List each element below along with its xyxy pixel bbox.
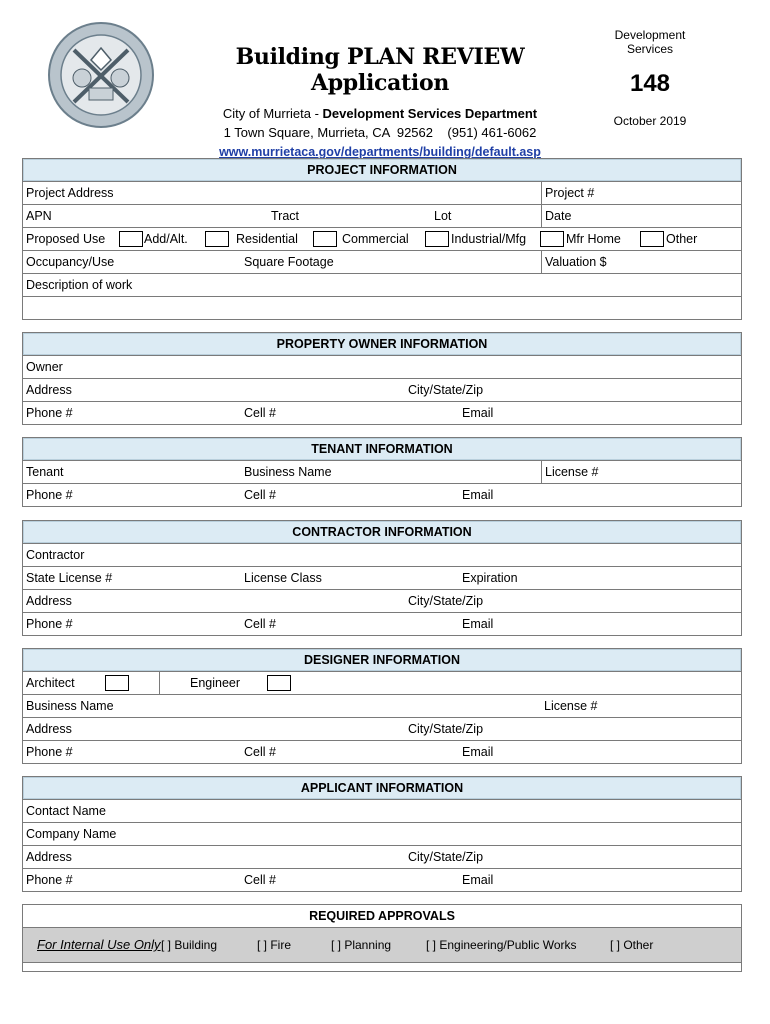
designer-phone-row <box>23 741 741 763</box>
apn-row <box>23 205 741 228</box>
license-class-field[interactable]: License Class <box>244 571 322 585</box>
apn-field[interactable]: APN <box>26 209 52 223</box>
owner-address-field[interactable]: Address <box>26 383 72 397</box>
applicant-cell-field[interactable]: Cell # <box>244 873 276 887</box>
designer-address-field[interactable]: Address <box>26 722 72 736</box>
residential-label: Residential <box>236 232 298 246</box>
industrial-label: Industrial/Mfg <box>451 232 527 246</box>
contractor-address-row <box>23 590 741 613</box>
form-date: October 2019 <box>613 114 687 128</box>
industrial-checkbox[interactable] <box>425 231 449 247</box>
occupancy-row <box>23 251 741 274</box>
expiration-field[interactable]: Expiration <box>462 571 518 585</box>
other-approval-checkbox[interactable]: [ ] Other <box>610 938 654 952</box>
date-field[interactable]: Date <box>541 205 741 227</box>
designer-business-row <box>23 695 741 718</box>
contractor-email-field[interactable]: Email <box>462 617 494 631</box>
project-address-row <box>23 182 741 205</box>
department-url-link[interactable]: www.murrietaca.gov/departments/building/default.asp <box>219 145 541 159</box>
add-alt-label: Add/Alt. <box>144 232 188 246</box>
designer-phone-field[interactable]: Phone # <box>26 745 73 759</box>
other-use-checkbox[interactable] <box>640 231 664 247</box>
tenant-row <box>23 461 741 484</box>
section-heading: REQUIRED APPROVALS <box>23 905 741 928</box>
engineering-approval-checkbox[interactable]: [ ] Engineering/Public Works <box>426 938 577 952</box>
form-id-block <box>600 28 700 128</box>
contractor-phone-field[interactable]: Phone # <box>26 617 73 631</box>
lot-field[interactable]: Lot <box>434 209 452 223</box>
contractor-section <box>22 520 742 636</box>
applicant-section <box>22 776 742 892</box>
designer-city-state-zip-field[interactable]: City/State/Zip <box>408 722 484 736</box>
designer-license-field[interactable]: License # <box>544 699 598 713</box>
valuation-field[interactable]: Valuation $ <box>541 251 741 273</box>
department-line <box>180 104 580 123</box>
form-number: 148 <box>629 70 671 97</box>
owner-email-field[interactable]: Email <box>462 406 494 420</box>
applicant-address-row <box>23 846 741 869</box>
contractor-row <box>23 544 741 567</box>
owner-address-row <box>23 379 741 402</box>
contact-name-field[interactable]: Contact Name <box>26 804 106 818</box>
description-continuation-row[interactable] <box>23 297 741 319</box>
city-seal-logo <box>44 20 159 130</box>
section-heading: PROPERTY OWNER INFORMATION <box>23 333 741 356</box>
project-address-field[interactable]: Project Address <box>26 186 114 200</box>
company-name-row <box>23 823 741 846</box>
owner-phone-row <box>23 402 741 424</box>
company-name-field[interactable]: Company Name <box>26 827 117 841</box>
other-use-label: Other <box>666 232 698 246</box>
applicant-phone-field[interactable]: Phone # <box>26 873 73 887</box>
address-line: 1 Town Square, Murrieta, CA 92562 (951) 461-6062 <box>223 125 537 140</box>
applicant-phone-row <box>23 869 741 891</box>
designer-section <box>22 648 742 764</box>
engineer-checkbox[interactable] <box>267 675 291 691</box>
dept-short-line2: Services <box>626 42 673 56</box>
architect-label: Architect <box>26 676 75 690</box>
project-information-section <box>22 158 742 320</box>
fire-approval-checkbox[interactable]: [ ] Fire <box>257 938 292 952</box>
header-title-block <box>180 44 580 162</box>
approvals-row <box>23 928 741 963</box>
section-heading: PROJECT INFORMATION <box>23 159 741 182</box>
owner-city-state-zip-field[interactable]: City/State/Zip <box>408 383 484 397</box>
section-heading: TENANT INFORMATION <box>23 438 741 461</box>
contractor-license-row <box>23 567 741 590</box>
residential-checkbox[interactable] <box>205 231 229 247</box>
department-name: Development Services Department <box>322 106 538 121</box>
tenant-field[interactable]: Tenant <box>26 465 64 479</box>
add-alt-checkbox[interactable] <box>119 231 143 247</box>
section-heading: APPLICANT INFORMATION <box>23 777 741 800</box>
contractor-address-field[interactable]: Address <box>26 594 72 608</box>
city-prefix: City of Murrieta - <box>222 106 323 121</box>
contractor-cell-field[interactable]: Cell # <box>244 617 276 631</box>
tenant-email-field[interactable]: Email <box>462 488 494 502</box>
designer-address-row <box>23 718 741 741</box>
owner-phone-field[interactable]: Phone # <box>26 406 73 420</box>
applicant-city-state-zip-field[interactable]: City/State/Zip <box>408 850 484 864</box>
tenant-business-name-field[interactable]: Business Name <box>244 465 332 479</box>
contractor-field[interactable]: Contractor <box>26 548 85 562</box>
tract-field[interactable]: Tract <box>271 209 300 223</box>
mfr-home-label: Mfr Home <box>566 232 621 246</box>
designer-business-name-field[interactable]: Business Name <box>26 699 114 713</box>
designer-email-field[interactable]: Email <box>462 745 494 759</box>
internal-use-label: For Internal Use Only <box>37 937 161 952</box>
owner-field[interactable]: Owner <box>26 360 63 374</box>
state-license-field[interactable]: State License # <box>26 571 113 585</box>
required-approvals-section <box>22 904 742 972</box>
tenant-section <box>22 437 742 507</box>
description-row <box>23 274 741 297</box>
owner-cell-field[interactable]: Cell # <box>244 406 276 420</box>
proposed-use-row <box>23 228 741 251</box>
approvals-bottom-strip <box>23 963 741 971</box>
commercial-label: Commercial <box>342 232 409 246</box>
applicant-address-field[interactable]: Address <box>26 850 72 864</box>
form-title: Building PLAN REVIEW Application <box>235 44 525 96</box>
designer-cell-field[interactable]: Cell # <box>244 745 276 759</box>
commercial-checkbox[interactable] <box>313 231 337 247</box>
tenant-phone-field[interactable]: Phone # <box>26 488 73 502</box>
contractor-city-state-zip-field[interactable]: City/State/Zip <box>408 594 484 608</box>
project-number-field[interactable]: Project # <box>541 182 741 204</box>
building-approval-checkbox[interactable]: [ ] Building <box>161 938 218 952</box>
engineer-label: Engineer <box>159 672 359 694</box>
proposed-use-label: Proposed Use <box>26 232 106 246</box>
description-field[interactable]: Description of work <box>26 278 133 292</box>
applicant-email-field[interactable]: Email <box>462 873 494 887</box>
designer-type-row <box>23 672 741 695</box>
tenant-phone-row <box>23 484 741 506</box>
square-footage-field[interactable]: Square Footage <box>244 255 334 269</box>
occupancy-field[interactable]: Occupancy/Use <box>26 255 115 269</box>
contractor-phone-row <box>23 613 741 635</box>
architect-checkbox[interactable] <box>105 675 129 691</box>
section-heading: CONTRACTOR INFORMATION <box>23 521 741 544</box>
contact-name-row <box>23 800 741 823</box>
property-owner-section <box>22 332 742 425</box>
owner-row <box>23 356 741 379</box>
mfr-home-checkbox[interactable] <box>540 231 564 247</box>
tenant-license-field[interactable]: License # <box>541 461 741 483</box>
section-heading: DESIGNER INFORMATION <box>23 649 741 672</box>
dept-short-line1: Development <box>614 28 686 42</box>
planning-approval-checkbox[interactable]: [ ] Planning <box>331 938 392 952</box>
tenant-cell-field[interactable]: Cell # <box>244 488 276 502</box>
